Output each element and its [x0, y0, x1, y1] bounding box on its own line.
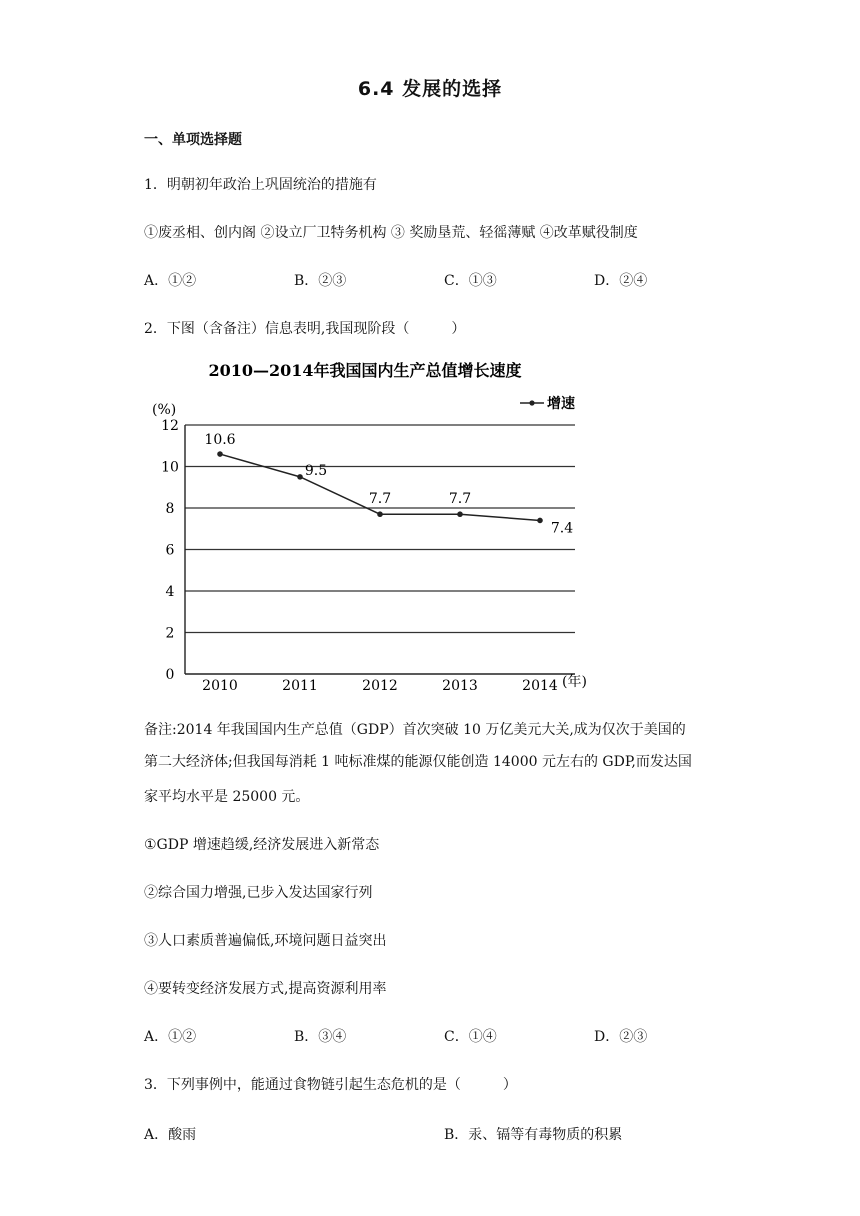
- chart-x-label: (年): [562, 674, 587, 690]
- legend-marker: [529, 400, 534, 405]
- q2-option-c[interactable]: C．①④: [444, 1029, 497, 1045]
- data-point: [217, 451, 223, 457]
- y-tick-label: 2: [165, 625, 175, 642]
- q1-option-b[interactable]: B．②③: [294, 273, 347, 289]
- legend-label: 增速: [547, 396, 575, 412]
- q2-statement-4: ④要转变经济发展方式,提高资源利用率: [144, 981, 387, 997]
- q3-stem: 3．下列事例中，能通过食物链引起生态危机的是（ ）: [144, 1077, 517, 1093]
- x-tick-label: 2014: [522, 678, 558, 694]
- q1-option-d[interactable]: D．②④: [594, 273, 648, 289]
- q1-stem: 1．明朝初年政治上巩固统治的措施有: [144, 177, 377, 193]
- q2-statement-1: ①GDP 增速趋缓,经济发展进入新常态: [144, 837, 380, 853]
- y-tick-label: 4: [165, 584, 175, 600]
- q2-statement-2: ②综合国力增强,已步入发达国家行列: [144, 885, 373, 901]
- data-label: 7.7: [368, 491, 392, 508]
- q2-option-d[interactable]: D．②③: [594, 1029, 648, 1045]
- chart-legend: [520, 395, 575, 412]
- q2-statement-3: ③人口素质普遍偏低,环境问题日益突出: [144, 933, 387, 949]
- data-point: [377, 511, 383, 517]
- data-label: 10.6: [204, 432, 236, 449]
- data-label: 9.5: [304, 462, 328, 479]
- chart-y-label: (%): [152, 402, 177, 418]
- x-tick-label: 2012: [362, 678, 398, 694]
- data-label: 7.7: [448, 491, 472, 508]
- series-line: [220, 454, 540, 520]
- q2-option-a[interactable]: A．①②: [144, 1029, 197, 1045]
- data-label: 7.4: [550, 520, 574, 537]
- q1-option-c[interactable]: C．①③: [444, 273, 497, 289]
- y-tick-label: 0: [165, 667, 175, 683]
- q2-stem: 2．下图（含备注）信息表明,我国现阶段（ ）: [144, 321, 466, 337]
- data-point: [457, 511, 463, 517]
- y-tick-label: 6: [165, 542, 175, 559]
- q2-note-line-1: 备注:2014 年我国国内生产总值（GDP）首次突破 10 万亿美元大关,成为仅次于美国的: [144, 722, 686, 738]
- page-title: 6.4 发展的选择: [357, 78, 503, 100]
- y-tick-label: 8: [165, 501, 175, 517]
- x-tick-label: 2013: [442, 678, 478, 694]
- data-point: [537, 518, 543, 524]
- q2-note-line-3: 家平均水平是 25000 元。: [144, 789, 310, 805]
- chart-title: 2010—2014年我国国内生产总值增长速度: [208, 361, 522, 380]
- x-tick-label: 2011: [282, 678, 318, 694]
- x-tick-label: 2010: [202, 678, 238, 694]
- q3-option-b[interactable]: B．汞、镉等有毒物质的积累: [444, 1127, 623, 1143]
- y-tick-label: 12: [161, 418, 179, 434]
- section-heading: 一、单项选择题: [144, 132, 242, 148]
- q3-option-a[interactable]: A．酸雨: [144, 1127, 197, 1143]
- data-point: [297, 474, 303, 480]
- gdp-growth-chart: [140, 352, 590, 698]
- q1-items: ①废丞相、创内阁 ②设立厂卫特务机构 ③ 奖励垦荒、轻徭薄赋 ④改革赋役制度: [144, 225, 638, 241]
- q2-note-line-2: 第二大经济体;但我国每消耗 1 吨标准煤的能源仅能创造 14000 元左右的 GDP,而发达国: [144, 754, 692, 770]
- q2-option-b[interactable]: B．③④: [294, 1029, 347, 1045]
- q1-option-a[interactable]: A．①②: [144, 273, 197, 289]
- y-tick-label: 10: [161, 459, 179, 476]
